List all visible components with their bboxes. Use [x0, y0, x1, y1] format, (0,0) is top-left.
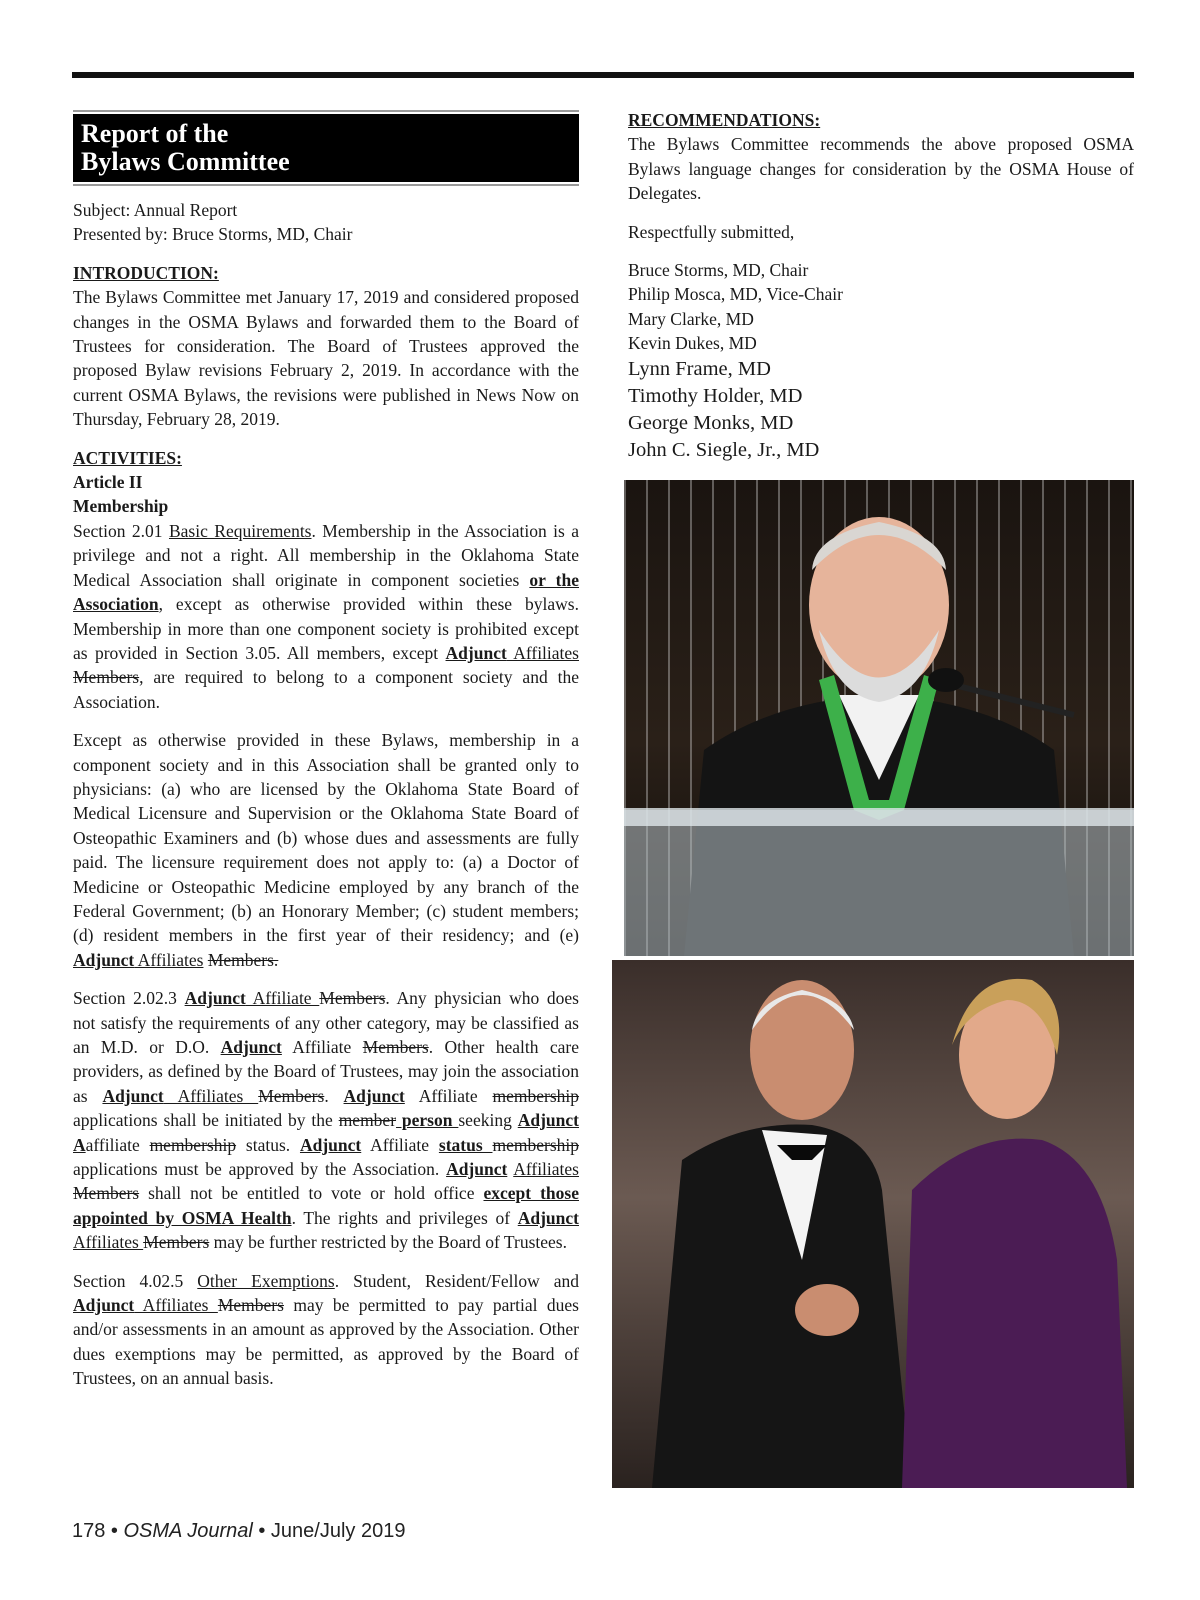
deleted-text: Members. — [207, 949, 279, 970]
inserted-text: Adjunct — [220, 1037, 282, 1057]
deleted-text: Members — [73, 667, 140, 688]
deleted-text: Members — [362, 1037, 429, 1057]
deleted-text: Members — [73, 1183, 140, 1204]
inserted-text: Adjunct — [445, 642, 507, 663]
right-column — [628, 108, 1134, 464]
membership-heading: Membership — [73, 496, 169, 517]
photo-couple-dancing — [612, 960, 1134, 1488]
top-rule — [72, 72, 1134, 78]
committee-members — [628, 258, 1134, 464]
section-4-02-5 — [73, 1269, 579, 1391]
member-name: Lynn Frame, MD — [628, 357, 771, 380]
report-title-box — [73, 110, 579, 186]
section-text: applications must be approved by the Association. — [73, 1159, 447, 1180]
deleted-text: member — [338, 1110, 397, 1131]
section-text: status. — [236, 1134, 300, 1155]
inserted-text: or the Association — [73, 569, 579, 615]
section-label: Section 2.01 — [73, 520, 169, 541]
section-text: shall not be entitled to vote or hold office — [139, 1183, 484, 1204]
section-label: Section 4.02.5 — [73, 1270, 198, 1291]
title-line-1: Report of the — [81, 119, 229, 148]
member-name: George Monks, MD — [628, 411, 794, 434]
inserted-text: Adjunct — [343, 1085, 405, 1106]
section-text: Affiliate — [404, 1085, 493, 1106]
underlined-text: Affiliates — [513, 1159, 579, 1180]
photo-speaker-at-podium — [624, 480, 1134, 956]
introduction-body: The Bylaws Committee met January 17, 2019 and considered proposed changes in the OSMA Bylaws and forwarded them to the Board of Trustees for consideration. The Board of Trustees approved the proposed Bylaw revisions February 2, 2019. In accordance with the current OSMA Bylaws, the revisions were published in News Now on Thursday, February 28, 2019. — [73, 287, 579, 430]
section-text: Affiliate — [281, 1037, 363, 1057]
inserted-text: Adjunct — [446, 1159, 508, 1180]
membership-eligibility-paragraph — [73, 728, 579, 972]
section-text: affiliate — [85, 1134, 140, 1155]
section-2-01 — [73, 519, 579, 714]
report-title — [73, 114, 579, 182]
deleted-text: membership — [492, 1085, 580, 1106]
section-text: may be further restricted by the Board of Trustees. — [209, 1232, 567, 1253]
title-line-2: Bylaws Committee — [81, 147, 290, 176]
inserted-text: Adjunct — [73, 949, 135, 970]
underlined-text: Affiliates — [163, 1085, 259, 1106]
inserted-text: Adjunct — [184, 988, 246, 1009]
inserted-text: Adjunct — [517, 1207, 579, 1228]
section-text: may be permitted to pay partial dues and/or assessments in an amount as approved by the Association. Other dues exemptions may be permitted, as approved by the Board of Trustees, on an annual basis. — [73, 1295, 579, 1389]
section-title: Other Exemptions — [197, 1270, 335, 1291]
speaker-illustration — [624, 480, 1134, 956]
deleted-text: Members — [217, 1295, 284, 1316]
article-heading: Article II — [73, 472, 143, 493]
page-number: 178 • — [72, 1520, 124, 1542]
section-2-02-3 — [73, 986, 579, 1254]
issue-date: • June/July 2019 — [252, 1520, 406, 1542]
section-title: Basic Requirements — [168, 520, 312, 541]
member-name: Timothy Holder, MD — [628, 384, 803, 407]
recommendations-body: The Bylaws Committee recommends the above proposed OSMA Bylaws language changes for consideration by the OSMA House of Delegates. — [628, 134, 1134, 204]
subject-line: Subject: Annual Report — [73, 200, 238, 220]
inserted-text: except those appointed by OSMA Health — [73, 1183, 579, 1228]
inserted-text: Adjunct — [73, 1295, 135, 1316]
recommendations-heading: RECOMMENDATIONS: — [628, 110, 821, 130]
inserted-text: person — [396, 1110, 459, 1131]
inserted-text: Adjunct A — [73, 1110, 579, 1155]
section-text: . — [324, 1085, 344, 1106]
underlined-text: Affiliates — [134, 949, 204, 970]
underlined-text: Affiliates — [506, 642, 579, 663]
section-text: , except as otherwise provided within these bylaws. Membership in more than one component society is prohibited except as provided in Section 3.05. All members, except — [73, 594, 579, 663]
left-column — [73, 110, 579, 1391]
paragraph-text: Except as otherwise provided in these Bylaws, membership in a component society and in this Association shall be granted only to physicians: (a) who are licensed by the Oklahoma State Board of Medical Licensure and Supervision or the Oklahoma State Board of Osteopathic Examiners and (b) whose dues and assessments are fully paid. The licensure requirement does not apply to: (a) a Doctor of Medicine or Osteopathic Medicine employed by any branch of the Federal Government; (b) an Honorary Member; (c) student members; (d) resident members in the first year of their residency; and (e) — [73, 730, 579, 946]
journal-name: OSMA Journal — [123, 1520, 253, 1542]
underlined-text: Affiliates — [73, 1232, 144, 1253]
deleted-text: membership — [149, 1134, 237, 1155]
inserted-text: status — [438, 1134, 493, 1155]
section-text: Affiliate — [370, 1134, 439, 1155]
presented-by-line: Presented by: Bruce Storms, MD, Chair — [73, 224, 353, 245]
activities-heading: ACTIVITIES: — [73, 447, 182, 468]
deleted-text: membership — [492, 1134, 579, 1155]
deleted-text: Members — [143, 1232, 210, 1253]
member-name: Philip Mosca, MD, Vice-Chair — [628, 284, 843, 305]
introduction-heading: INTRODUCTION: — [73, 262, 219, 283]
section-text: . Any physician who does not satisfy the requirements of any other category, may be classified as an M.D. or D.O. — [73, 988, 579, 1057]
deleted-text: Members — [319, 988, 386, 1009]
page-footer — [72, 1520, 405, 1543]
section-text: applications shall be initiated by the — [73, 1110, 339, 1131]
section-text: . Student, Resident/Fellow and — [334, 1270, 579, 1291]
inserted-text: Adjunct — [102, 1085, 164, 1106]
section-text: . Other health care providers, as defined by the Board of Trustees, may join the association as — [73, 1037, 580, 1106]
section-text: . Membership in the Association is a privilege and not a right. All membership in the Oklahoma State Medical Association shall originate in component societies — [73, 520, 579, 590]
section-text: . The rights and privileges of — [291, 1207, 518, 1228]
underlined-text: Affiliate — [245, 988, 320, 1009]
deleted-text: Members — [258, 1085, 325, 1106]
member-name: John C. Siegle, Jr., MD — [628, 438, 820, 461]
section-label: Section 2.02.3 — [73, 988, 185, 1009]
member-name: Bruce Storms, MD, Chair — [628, 260, 809, 281]
couple-illustration — [612, 960, 1134, 1488]
member-name: Mary Clarke, MD — [628, 308, 754, 329]
underlined-text: Affiliates — [134, 1295, 218, 1316]
closing-line: Respectfully submitted, — [628, 221, 795, 242]
member-name: Kevin Dukes, MD — [628, 333, 757, 354]
section-text: seeking — [458, 1110, 518, 1131]
inserted-text: Adjunct — [299, 1134, 362, 1155]
section-text: , are required to belong to a component society and the Association. — [73, 667, 579, 712]
